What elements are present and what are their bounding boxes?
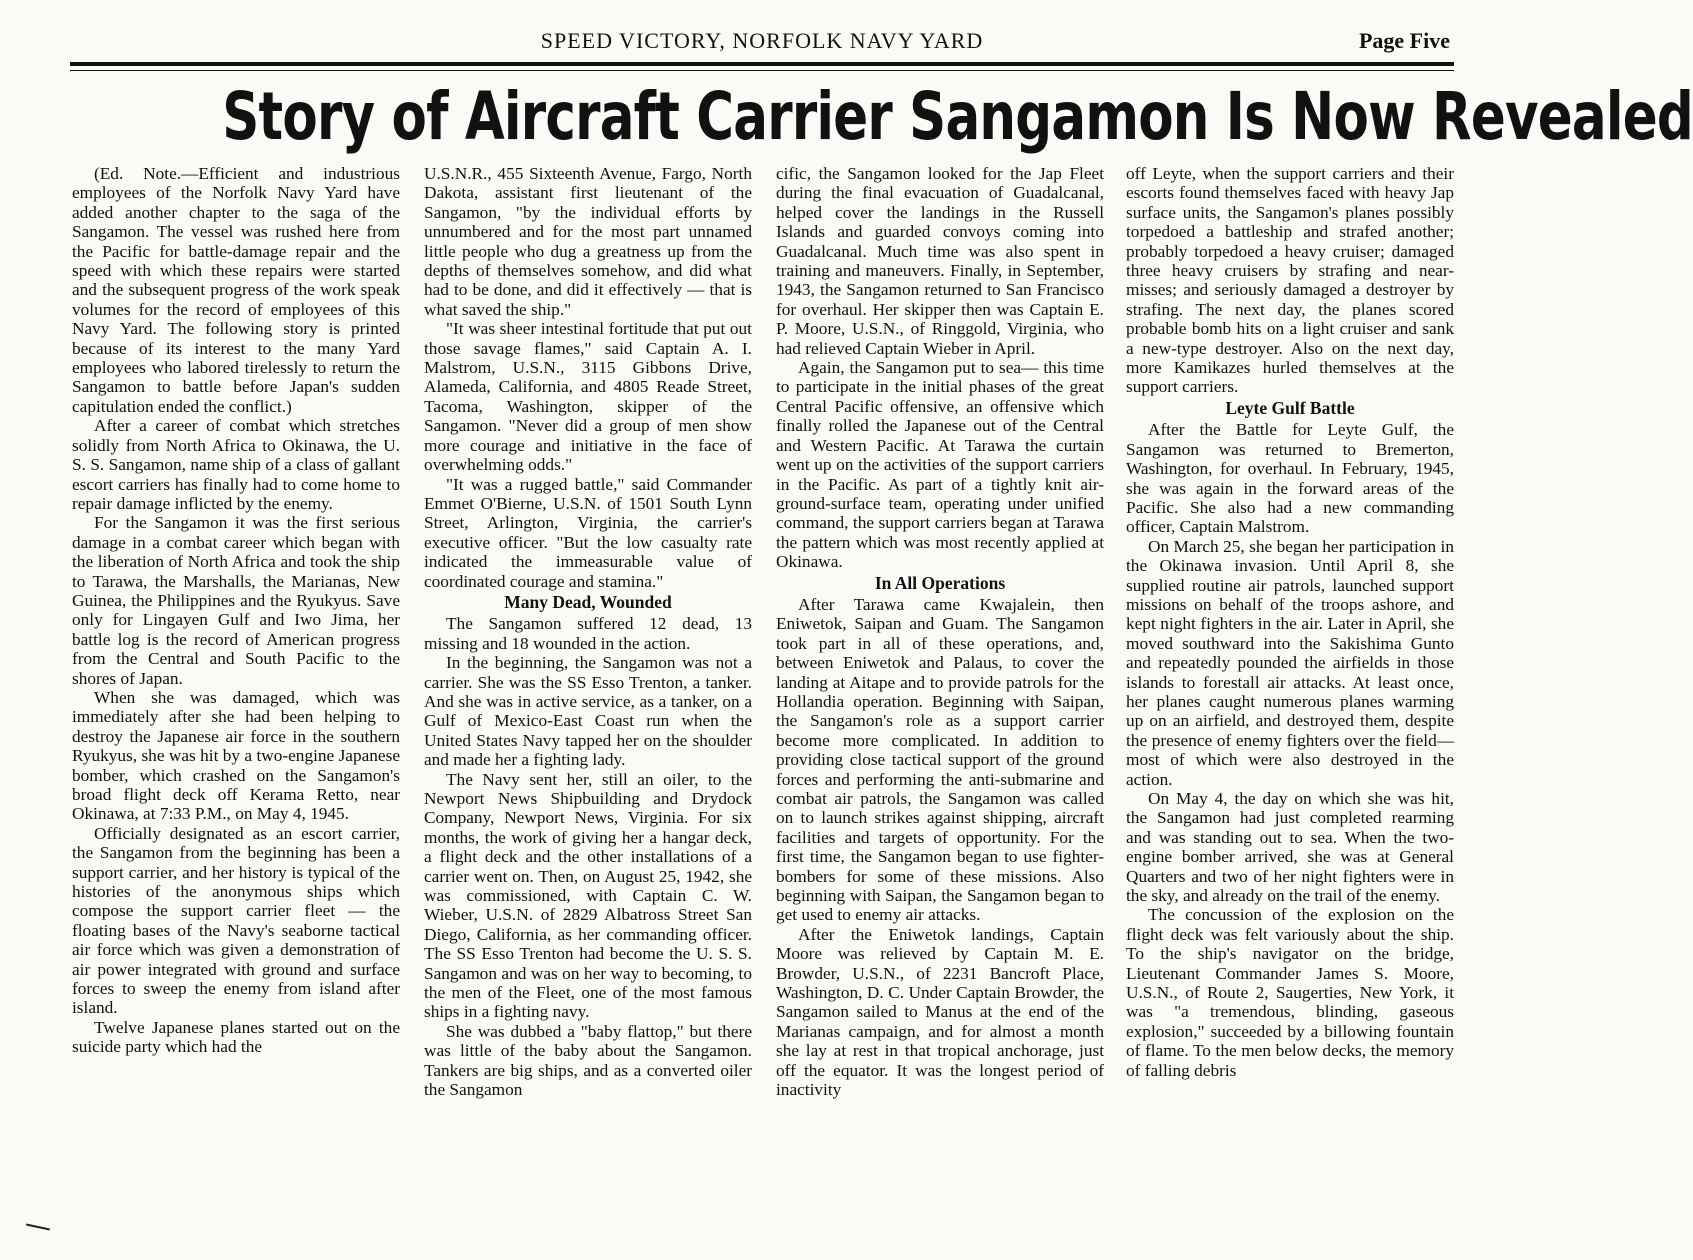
paragraph: Twelve Japanese planes started out on the suicide party which had the xyxy=(72,1017,400,1057)
masthead xyxy=(70,28,1454,58)
paragraph: off Leyte, when the support carriers and their escorts found themselves faced with heavy Jap surface units, the Sangamon's planes possibly torpedoed a battleship and strafed another; probably torpedoed a heavy cruiser; damaged three heavy cruisers by strafing and near-misses; and seriously damaged a destroyer by strafing. The next day, the planes scored probable bomb hits on a light cruiser and sank a new-type destroyer. Also on the next day, more Kamikazes hurled themselves at the support carriers. xyxy=(1126,164,1454,397)
paragraph: After the Eniwetok landings, Captain Moore was relieved by Captain M. E. Browder, U.S.N., of 2231 Bancroft Place, Washington, D. C. Under Captain Browder, the Sangamon sailed to Manus at the end of the Marianas campaign, and for almost a month she lay at rest in that tropical anchorage, just off the equator. It was the longest period of inactivity xyxy=(776,924,1104,1100)
paragraph: "It was sheer intestinal fortitude that put out those savage flames," said Captain A. I. Malstrom, U.S.N., 3115 Gibbons Drive, Alameda, California, and 4805 Reade Street, Tacoma, Washington, skipper of the Sangamon. "Never did a group of men show more courage and initiative in the face of overwhelming odds." xyxy=(424,319,752,475)
paragraph: The Navy sent her, still an oiler, to the Newport News Shipbuilding and Drydock Company, Newport News, Virginia. For six months, the work of giving her a hangar deck, a flight deck and the other installations of a carrier went on. Then, on August 25, 1942, she was commissioned, with Captain C. W. Wieber, U.S.N. of 2829 Albatross Street San Diego, California, as her commanding officer. The SS Esso Trenton had become the U. S. S. Sangamon and was on her way to becoming, to the men of the Fleet, one of the most famous ships in a fighting navy. xyxy=(424,769,752,1022)
paragraph: In the beginning, the Sangamon was not a carrier. She was the SS Esso Trenton, a tanker. And she was in active service, as a tanker, on a Gulf of Mexico-East Coast run when the United States Navy tapped her on the shoulder and made her a fighting lady. xyxy=(424,653,752,770)
article-column-2 xyxy=(424,164,752,1260)
masthead-rule-thick xyxy=(70,62,1454,66)
paragraph: Again, the Sangamon put to sea— this time to participate in the initial phases of the great Central Pacific offensive, an offensive which finally rolled the Japanese out of the Central and Western Pacific. At Tarawa the curtain went up on the activities of the support carriers in the Pacific. As part of a tightly knit air-ground-surface team, operating under unified command, the support carriers began at Tarawa the pattern which was most recently applied at Okinawa. xyxy=(776,358,1104,572)
headline: Story of Aircraft Carrier Sangamon Is Now Revealed xyxy=(222,78,1693,155)
article-column-1 xyxy=(72,164,400,1260)
section-subhead: In All Operations xyxy=(874,572,1006,593)
paragraph: The concussion of the explosion on the flight deck was felt variously about the ship. To the ship's navigator on the bridge, Lieutenant Commander James S. Moore, U.S.N., of Route 2, Saugerties, New York, it was "a tremendous, blinding, gaseous explosion," succeeded by a billowing fountain of flame. To the men below decks, the memory of falling debris xyxy=(1126,905,1454,1080)
article-column-4 xyxy=(1126,164,1454,1260)
paragraph: After the Battle for Leyte Gulf, the Sangamon was returned to Bremerton, Washington, for overhaul. In February, 1945, she was again in the forward areas of the Pacific. She also had a new commanding officer, Captain Malstrom. xyxy=(1126,420,1454,537)
paragraph: cific, the Sangamon looked for the Jap Fleet during the final evacuation of Guadalcanal, helped cover the landings in the Russell Islands and guarded convoys coming into Guadalcanal. Much time was also spent in training and maneuvers. Finally, in September, 1943, the Sangamon returned to San Francisco for overhaul. Her skipper then was Captain E. P. Moore, U.S.N., of Ringgold, Virginia, who had relieved Captain Wieber in April. xyxy=(776,164,1104,358)
paragraph: "It was a rugged battle," said Commander Emmet O'Bierne, U.S.N. of 1501 South Lynn Street, Arlington, Virginia, the carrier's executive officer. "But the low casualty rate indicated the immeasurable value of coordinated courage and stamina." xyxy=(424,474,752,591)
paragraph: The Sangamon suffered 12 dead, 13 missing and 18 wounded in the action. xyxy=(424,614,752,653)
paragraph: After Tarawa came Kwajalein, then Eniwetok, Saipan and Guam. The Sangamon took part in all of these operations, and, between Eniwetok and Palaus, to cover the landing at Aitape and to provide patrols for the Hollandia operation. Beginning with Saipan, the Sangamon's role as a support carrier become more complicated. In addition to providing close tactical support of the ground forces and performing the anti-submarine and combat air patrols, the Sangamon was called on to launch strikes against shipping, aircraft facilities and targets of opportunity. For the first time, the Sangamon began to use fighter-bombers for some of these missions. Also beginning with Saipan, the Sangamon began to get used to enemy air attacks. xyxy=(776,594,1104,925)
paragraph: (Ed. Note.—Efficient and industrious employees of the Norfolk Navy Yard have added another chapter to the saga of the Sangamon. The vessel was rushed here from the Pacific for battle-damage repair and the speed with which these repairs were started and the subsequent progress of the work speak volumes for the record of employees of this Navy Yard. The following story is printed because of its interest to the many Yard employees who labored tirelessly to return the Sangamon to battle before Japan's sudden capitulation ended the conflict.) xyxy=(72,164,400,416)
paragraph: On May 4, the day on which she was hit, the Sangamon had just completed rearming and was standing out to sea. When the two-engine bomber arrived, she was at General Quarters and two of her night fighters were in the sky, and already on the trail of the enemy. xyxy=(1126,789,1454,906)
paragraph: Officially designated as an escort carrier, the Sangamon from the beginning has been a support carrier, and her history is typical of the histories of the anonymous ships which compose the support carrier fleet — the floating bases of the Navy's seaborne tactical air force which was given a demonstration of air power integrated with ground and surface forces to sweep the enemy from island after island. xyxy=(72,823,400,1018)
masthead-rule-thin xyxy=(70,70,1454,71)
paragraph: U.S.N.R., 455 Sixteenth Avenue, Fargo, North Dakota, assistant first lieutenant of the Sangamon, "by the individual efforts by unnumbered and for the most part unnamed little people who dug a greatness up from the depths of themselves somehow, and did what had to be done, and did it effectively — that is what saved the ship." xyxy=(424,164,752,319)
paragraph: On March 25, she began her participation in the Okinawa invasion. Until April 8, she supplied routine air patrols, launched support missions on behalf of the troops ashore, and kept night fighters in the air. Later in April, she moved southward into the Sakishima Gunto and repeatedly pounded the airfields in those islands to forestall air attacks. At least once, her planes caught numerous planes warming up on an airfield, and destroyed them, despite the presence of enemy fighters over the field—most of which were also destroyed in the action. xyxy=(1126,536,1454,789)
paragraph: After a career of combat which stretches solidly from North Africa to Okinawa, the U. S. S. Sangamon, name ship of a class of gallant escort carriers has finally had to come home to repair damage inflicted by the enemy. xyxy=(72,416,400,513)
margin-scratch-mark xyxy=(26,1224,50,1231)
section-subhead: Many Dead, Wounded xyxy=(504,591,672,612)
publication-name: SPEED VICTORY, NORFOLK NAVY YARD xyxy=(540,28,984,53)
paragraph: She was dubbed a "baby flattop," but there was little of the baby about the Sangamon. Tankers are big ships, and as a converted oiler the Sangamon xyxy=(424,1021,752,1100)
paragraph: When she was damaged, which was immediately after she had been helping to destroy the Japanese air force in the southern Ryukyus, she was hit by a two-engine Japanese bomber, which crashed on the Sangamon's broad flight deck off Kerama Retto, near Okinawa, at 7:33 P.M., on May 4, 1945. xyxy=(72,687,400,824)
article-column-3 xyxy=(776,164,1104,1260)
section-subhead: Leyte Gulf Battle xyxy=(1225,397,1355,418)
page-number: Page Five xyxy=(1358,28,1450,53)
paragraph: For the Sangamon it was the first serious damage in a combat career which began with the liberation of North Africa and took the ship to Tarawa, the Marshalls, the Marianas, New Guinea, the Philippines and the Ryukyus. Save only for Lingayen Gulf and Iwo Jima, her battle log is the record of American progress from the Central and South Pacific to the shores of Japan. xyxy=(72,513,400,688)
